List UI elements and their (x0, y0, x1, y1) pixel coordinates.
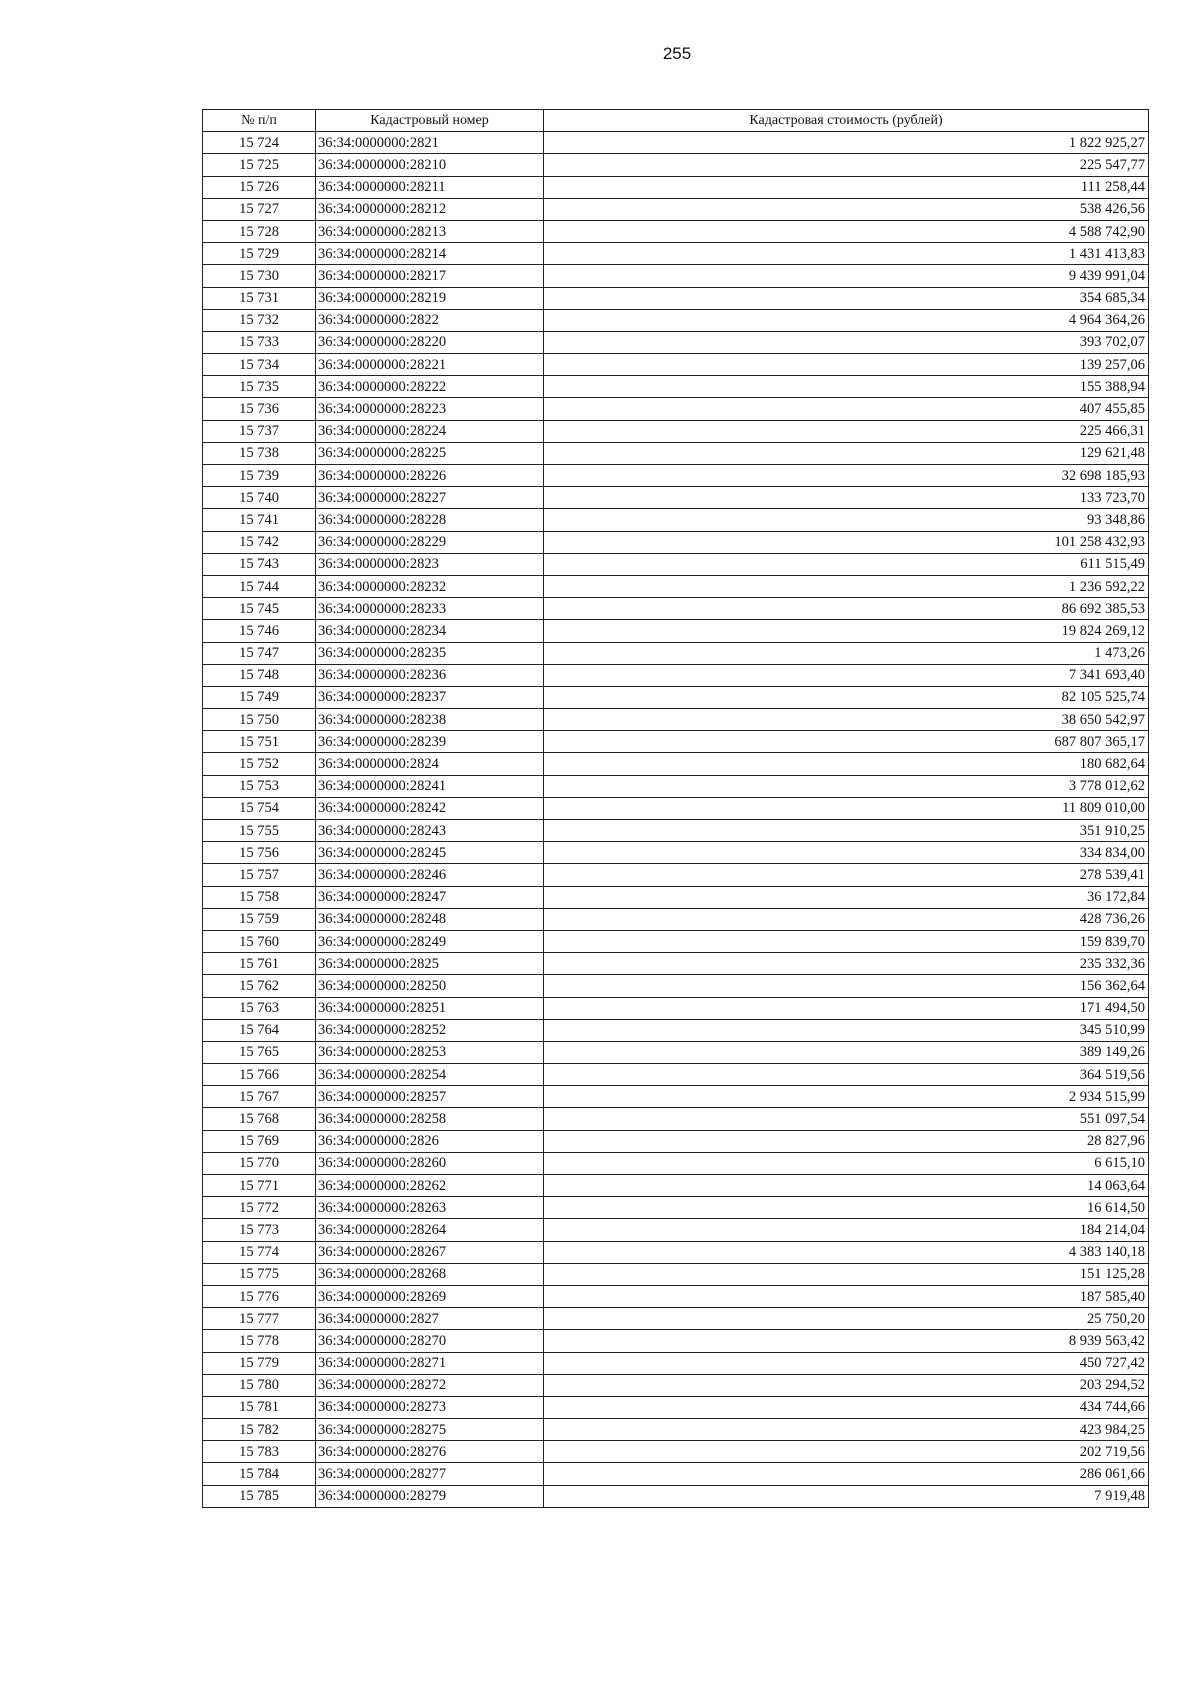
table-row (203, 420, 1149, 442)
row-cadastral-value: 171 494,50 (544, 997, 1149, 1019)
row-cadastral-value: 7 919,48 (544, 1485, 1149, 1507)
row-index: 15 781 (203, 1396, 316, 1418)
row-cadastral-value: 14 063,64 (544, 1175, 1149, 1197)
row-cadastral-number: 36:34:0000000:28235 (316, 642, 544, 664)
row-cadastral-value: 345 510,99 (544, 1019, 1149, 1041)
row-cadastral-value: 86 692 385,53 (544, 598, 1149, 620)
row-cadastral-value: 1 431 413,83 (544, 243, 1149, 265)
row-cadastral-value: 364 519,56 (544, 1064, 1149, 1086)
table-row (203, 731, 1149, 753)
row-cadastral-value: 187 585,40 (544, 1285, 1149, 1307)
table-row (203, 509, 1149, 531)
row-cadastral-value: 6 615,10 (544, 1152, 1149, 1174)
row-index: 15 763 (203, 997, 316, 1019)
row-cadastral-number: 36:34:0000000:28262 (316, 1175, 544, 1197)
table-row (203, 1019, 1149, 1041)
row-index: 15 729 (203, 243, 316, 265)
table-row (203, 1396, 1149, 1418)
row-index: 15 751 (203, 731, 316, 753)
row-cadastral-number: 36:34:0000000:28224 (316, 420, 544, 442)
row-index: 15 750 (203, 709, 316, 731)
row-cadastral-value: 538 426,56 (544, 198, 1149, 220)
row-cadastral-value: 11 809 010,00 (544, 797, 1149, 819)
row-index: 15 739 (203, 465, 316, 487)
table-header-row (203, 110, 1149, 132)
table-row (203, 1485, 1149, 1507)
row-index: 15 752 (203, 753, 316, 775)
table-row (203, 797, 1149, 819)
row-cadastral-value: 1 236 592,22 (544, 575, 1149, 597)
row-cadastral-number: 36:34:0000000:2823 (316, 553, 544, 575)
row-cadastral-value: 111 258,44 (544, 176, 1149, 198)
row-index: 15 769 (203, 1130, 316, 1152)
row-cadastral-number: 36:34:0000000:28254 (316, 1064, 544, 1086)
row-cadastral-value: 393 702,07 (544, 331, 1149, 353)
row-cadastral-number: 36:34:0000000:2826 (316, 1130, 544, 1152)
row-index: 15 762 (203, 975, 316, 997)
table-row (203, 487, 1149, 509)
row-index: 15 742 (203, 531, 316, 553)
row-cadastral-value: 184 214,04 (544, 1219, 1149, 1241)
row-cadastral-number: 36:34:0000000:28239 (316, 731, 544, 753)
row-cadastral-value: 423 984,25 (544, 1419, 1149, 1441)
table-row (203, 442, 1149, 464)
table-row (203, 1064, 1149, 1086)
table-row (203, 1308, 1149, 1330)
row-cadastral-value: 687 807 365,17 (544, 731, 1149, 753)
row-cadastral-number: 36:34:0000000:28226 (316, 465, 544, 487)
row-cadastral-value: 82 105 525,74 (544, 686, 1149, 708)
table-row (203, 864, 1149, 886)
row-cadastral-value: 133 723,70 (544, 487, 1149, 509)
table-row (203, 287, 1149, 309)
table-row (203, 265, 1149, 287)
row-index: 15 734 (203, 354, 316, 376)
row-cadastral-value: 156 362,64 (544, 975, 1149, 997)
row-index: 15 767 (203, 1086, 316, 1108)
row-index: 15 774 (203, 1241, 316, 1263)
row-cadastral-number: 36:34:0000000:28243 (316, 820, 544, 842)
row-index: 15 770 (203, 1152, 316, 1174)
row-cadastral-number: 36:34:0000000:28269 (316, 1285, 544, 1307)
row-index: 15 754 (203, 797, 316, 819)
row-index: 15 724 (203, 132, 316, 154)
row-index: 15 766 (203, 1064, 316, 1086)
table-row (203, 1197, 1149, 1219)
row-cadastral-value: 28 827,96 (544, 1130, 1149, 1152)
row-cadastral-number: 36:34:0000000:28236 (316, 664, 544, 686)
row-cadastral-number: 36:34:0000000:28242 (316, 797, 544, 819)
row-cadastral-number: 36:34:0000000:28241 (316, 775, 544, 797)
row-index: 15 736 (203, 398, 316, 420)
row-index: 15 772 (203, 1197, 316, 1219)
table-row (203, 1130, 1149, 1152)
table-row (203, 886, 1149, 908)
table-row (203, 154, 1149, 176)
row-cadastral-value: 16 614,50 (544, 1197, 1149, 1219)
row-cadastral-number: 36:34:0000000:28212 (316, 198, 544, 220)
table-row (203, 331, 1149, 353)
header-cadastral-value: Кадастровая стоимость (рублей) (544, 110, 1149, 132)
row-cadastral-number: 36:34:0000000:28225 (316, 442, 544, 464)
row-index: 15 745 (203, 598, 316, 620)
table-row (203, 908, 1149, 930)
row-cadastral-number: 36:34:0000000:28258 (316, 1108, 544, 1130)
row-cadastral-number: 36:34:0000000:28279 (316, 1485, 544, 1507)
row-index: 15 728 (203, 220, 316, 242)
row-cadastral-value: 151 125,28 (544, 1263, 1149, 1285)
row-cadastral-value: 407 455,85 (544, 398, 1149, 420)
row-cadastral-value: 139 257,06 (544, 354, 1149, 376)
table-row (203, 1463, 1149, 1485)
row-cadastral-number: 36:34:0000000:28275 (316, 1419, 544, 1441)
row-index: 15 784 (203, 1463, 316, 1485)
row-cadastral-number: 36:34:0000000:28251 (316, 997, 544, 1019)
row-cadastral-number: 36:34:0000000:2824 (316, 753, 544, 775)
row-cadastral-number: 36:34:0000000:2827 (316, 1308, 544, 1330)
row-cadastral-number: 36:34:0000000:28229 (316, 531, 544, 553)
table-row (203, 198, 1149, 220)
row-index: 15 746 (203, 620, 316, 642)
row-cadastral-value: 225 547,77 (544, 154, 1149, 176)
row-index: 15 775 (203, 1263, 316, 1285)
table-row (203, 1152, 1149, 1174)
row-cadastral-number: 36:34:0000000:28234 (316, 620, 544, 642)
row-cadastral-number: 36:34:0000000:28276 (316, 1441, 544, 1463)
row-cadastral-value: 180 682,64 (544, 753, 1149, 775)
row-cadastral-value: 450 727,42 (544, 1352, 1149, 1374)
row-index: 15 764 (203, 1019, 316, 1041)
row-index: 15 768 (203, 1108, 316, 1130)
row-index: 15 779 (203, 1352, 316, 1374)
row-cadastral-number: 36:34:0000000:28237 (316, 686, 544, 708)
row-cadastral-value: 32 698 185,93 (544, 465, 1149, 487)
row-cadastral-number: 36:34:0000000:28267 (316, 1241, 544, 1263)
row-cadastral-value: 202 719,56 (544, 1441, 1149, 1463)
row-cadastral-value: 2 934 515,99 (544, 1086, 1149, 1108)
row-index: 15 741 (203, 509, 316, 531)
row-cadastral-number: 36:34:0000000:28214 (316, 243, 544, 265)
row-cadastral-number: 36:34:0000000:28238 (316, 709, 544, 731)
row-cadastral-number: 36:34:0000000:28270 (316, 1330, 544, 1352)
row-cadastral-value: 7 341 693,40 (544, 664, 1149, 686)
row-index: 15 725 (203, 154, 316, 176)
table-row (203, 953, 1149, 975)
row-cadastral-value: 334 834,00 (544, 842, 1149, 864)
row-cadastral-number: 36:34:0000000:28247 (316, 886, 544, 908)
table-row (203, 1241, 1149, 1263)
row-cadastral-number: 36:34:0000000:28245 (316, 842, 544, 864)
table-row (203, 842, 1149, 864)
row-index: 15 740 (203, 487, 316, 509)
row-index: 15 777 (203, 1308, 316, 1330)
row-index: 15 753 (203, 775, 316, 797)
table-row (203, 664, 1149, 686)
row-cadastral-value: 36 172,84 (544, 886, 1149, 908)
table-row (203, 531, 1149, 553)
row-cadastral-value: 351 910,25 (544, 820, 1149, 842)
row-index: 15 744 (203, 575, 316, 597)
row-index: 15 726 (203, 176, 316, 198)
table-row (203, 354, 1149, 376)
header-index: № п/п (203, 110, 316, 132)
row-index: 15 730 (203, 265, 316, 287)
row-cadastral-number: 36:34:0000000:28213 (316, 220, 544, 242)
table-row (203, 1219, 1149, 1241)
row-index: 15 773 (203, 1219, 316, 1241)
row-cadastral-value: 225 466,31 (544, 420, 1149, 442)
row-cadastral-value: 235 332,36 (544, 953, 1149, 975)
row-cadastral-number: 36:34:0000000:28268 (316, 1263, 544, 1285)
row-index: 15 778 (203, 1330, 316, 1352)
row-cadastral-number: 36:34:0000000:28233 (316, 598, 544, 620)
row-index: 15 735 (203, 376, 316, 398)
row-index: 15 758 (203, 886, 316, 908)
row-index: 15 727 (203, 198, 316, 220)
header-cadastral-number: Кадастровый номер (316, 110, 544, 132)
row-cadastral-value: 3 778 012,62 (544, 775, 1149, 797)
row-cadastral-number: 36:34:0000000:28222 (316, 376, 544, 398)
table-row (203, 553, 1149, 575)
row-cadastral-value: 4 588 742,90 (544, 220, 1149, 242)
row-cadastral-number: 36:34:0000000:28246 (316, 864, 544, 886)
row-index: 15 749 (203, 686, 316, 708)
table-row (203, 1041, 1149, 1063)
row-index: 15 780 (203, 1374, 316, 1396)
row-cadastral-number: 36:34:0000000:28227 (316, 487, 544, 509)
table-row (203, 465, 1149, 487)
table-row (203, 709, 1149, 731)
row-index: 15 785 (203, 1485, 316, 1507)
table-row (203, 220, 1149, 242)
table-row (203, 620, 1149, 642)
table-row (203, 1086, 1149, 1108)
row-index: 15 731 (203, 287, 316, 309)
row-index: 15 759 (203, 908, 316, 930)
row-index: 15 743 (203, 553, 316, 575)
row-cadastral-number: 36:34:0000000:28277 (316, 1463, 544, 1485)
row-cadastral-number: 36:34:0000000:2822 (316, 309, 544, 331)
table-row (203, 975, 1149, 997)
row-index: 15 748 (203, 664, 316, 686)
row-cadastral-value: 1 822 925,27 (544, 132, 1149, 154)
row-cadastral-value: 25 750,20 (544, 1308, 1149, 1330)
row-cadastral-value: 38 650 542,97 (544, 709, 1149, 731)
table-row (203, 1330, 1149, 1352)
row-cadastral-number: 36:34:0000000:28272 (316, 1374, 544, 1396)
row-index: 15 738 (203, 442, 316, 464)
row-index: 15 776 (203, 1285, 316, 1307)
table-row (203, 598, 1149, 620)
row-cadastral-value: 155 388,94 (544, 376, 1149, 398)
row-cadastral-number: 36:34:0000000:28273 (316, 1396, 544, 1418)
table-row (203, 686, 1149, 708)
row-cadastral-number: 36:34:0000000:28248 (316, 908, 544, 930)
table-row (203, 575, 1149, 597)
table-row (203, 997, 1149, 1019)
row-cadastral-number: 36:34:0000000:28252 (316, 1019, 544, 1041)
row-index: 15 782 (203, 1419, 316, 1441)
row-cadastral-value: 4 383 140,18 (544, 1241, 1149, 1263)
row-cadastral-value: 611 515,49 (544, 553, 1149, 575)
table-row (203, 1419, 1149, 1441)
row-cadastral-value: 1 473,26 (544, 642, 1149, 664)
row-index: 15 765 (203, 1041, 316, 1063)
table-row (203, 132, 1149, 154)
table-row (203, 753, 1149, 775)
row-cadastral-number: 36:34:0000000:28264 (316, 1219, 544, 1241)
row-index: 15 732 (203, 309, 316, 331)
row-cadastral-value: 8 939 563,42 (544, 1330, 1149, 1352)
row-cadastral-number: 36:34:0000000:28232 (316, 575, 544, 597)
row-cadastral-value: 129 621,48 (544, 442, 1149, 464)
table-row (203, 1441, 1149, 1463)
row-cadastral-number: 36:34:0000000:28221 (316, 354, 544, 376)
row-cadastral-number: 36:34:0000000:28263 (316, 1197, 544, 1219)
table-row (203, 820, 1149, 842)
row-cadastral-value: 286 061,66 (544, 1463, 1149, 1485)
row-cadastral-value: 278 539,41 (544, 864, 1149, 886)
table-row (203, 1263, 1149, 1285)
row-cadastral-number: 36:34:0000000:2821 (316, 132, 544, 154)
row-cadastral-value: 434 744,66 (544, 1396, 1149, 1418)
table-row (203, 309, 1149, 331)
page-number: 255 (662, 44, 692, 63)
row-cadastral-number: 36:34:0000000:28257 (316, 1086, 544, 1108)
row-cadastral-number: 36:34:0000000:28260 (316, 1152, 544, 1174)
row-cadastral-number: 36:34:0000000:28220 (316, 331, 544, 353)
row-cadastral-number: 36:34:0000000:28211 (316, 176, 544, 198)
row-index: 15 747 (203, 642, 316, 664)
cadastral-value-table (202, 109, 1149, 1508)
table-row (203, 243, 1149, 265)
row-cadastral-value: 9 439 991,04 (544, 265, 1149, 287)
row-index: 15 783 (203, 1441, 316, 1463)
row-cadastral-value: 4 964 364,26 (544, 309, 1149, 331)
row-cadastral-number: 36:34:0000000:28210 (316, 154, 544, 176)
table-row (203, 398, 1149, 420)
row-cadastral-number: 36:34:0000000:28223 (316, 398, 544, 420)
row-cadastral-number: 36:34:0000000:28250 (316, 975, 544, 997)
table-row (203, 1374, 1149, 1396)
table-row (203, 1175, 1149, 1197)
row-index: 15 737 (203, 420, 316, 442)
row-cadastral-value: 389 149,26 (544, 1041, 1149, 1063)
row-cadastral-value: 93 348,86 (544, 509, 1149, 531)
row-cadastral-value: 551 097,54 (544, 1108, 1149, 1130)
table-row (203, 775, 1149, 797)
table-row (203, 176, 1149, 198)
row-cadastral-value: 101 258 432,93 (544, 531, 1149, 553)
table-row (203, 376, 1149, 398)
row-index: 15 756 (203, 842, 316, 864)
row-cadastral-number: 36:34:0000000:28217 (316, 265, 544, 287)
row-cadastral-number: 36:34:0000000:28249 (316, 930, 544, 952)
table-row (203, 930, 1149, 952)
table-row (203, 642, 1149, 664)
row-cadastral-value: 428 736,26 (544, 908, 1149, 930)
row-cadastral-number: 36:34:0000000:2825 (316, 953, 544, 975)
row-cadastral-value: 354 685,34 (544, 287, 1149, 309)
row-cadastral-value: 159 839,70 (544, 930, 1149, 952)
row-index: 15 757 (203, 864, 316, 886)
row-cadastral-number: 36:34:0000000:28228 (316, 509, 544, 531)
row-index: 15 761 (203, 953, 316, 975)
row-cadastral-value: 203 294,52 (544, 1374, 1149, 1396)
row-cadastral-number: 36:34:0000000:28253 (316, 1041, 544, 1063)
table-row (203, 1108, 1149, 1130)
row-index: 15 760 (203, 930, 316, 952)
table-row (203, 1285, 1149, 1307)
row-index: 15 755 (203, 820, 316, 842)
row-cadastral-number: 36:34:0000000:28219 (316, 287, 544, 309)
table-row (203, 1352, 1149, 1374)
row-cadastral-value: 19 824 269,12 (544, 620, 1149, 642)
row-cadastral-number: 36:34:0000000:28271 (316, 1352, 544, 1374)
row-index: 15 771 (203, 1175, 316, 1197)
row-index: 15 733 (203, 331, 316, 353)
